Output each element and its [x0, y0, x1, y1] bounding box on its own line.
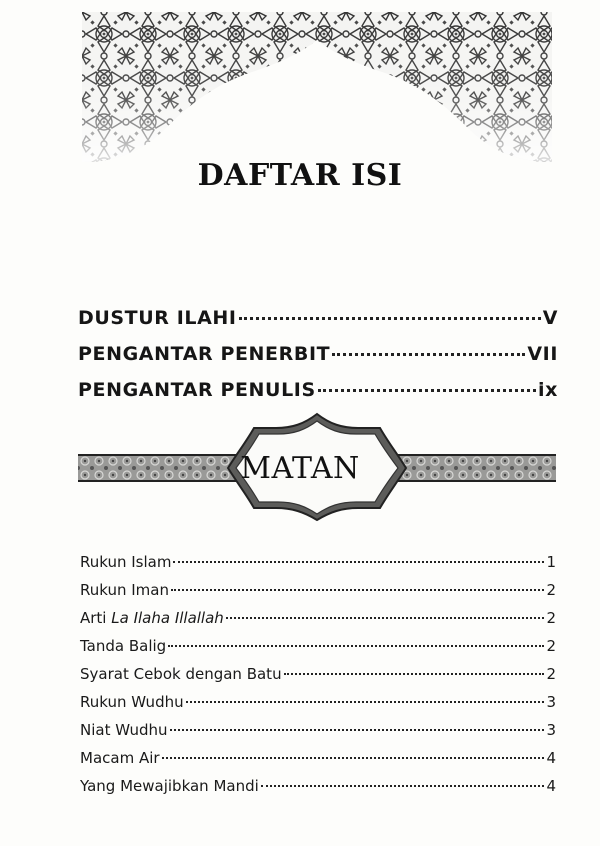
- toc-label: Niat Wudhu: [80, 721, 168, 739]
- toc-label: Macam Air: [80, 749, 160, 767]
- toc-row-pengantar-penulis[interactable]: [78, 372, 558, 408]
- toc-row-syarat-cebok[interactable]: [80, 660, 556, 688]
- toc-label: PENGANTAR PENERBIT: [78, 343, 331, 365]
- dot-leader: [162, 757, 544, 759]
- toc-label: Rukun Iman: [80, 581, 169, 599]
- toc-label: Yang Mewajibkan Mandi: [80, 777, 259, 795]
- toc-page-number: 3: [546, 693, 556, 711]
- dot-leader: [170, 729, 544, 731]
- toc-label: Rukun Islam: [80, 553, 172, 571]
- toc-label: Tanda Balig: [80, 637, 167, 655]
- toc-row-rukun-iman[interactable]: [80, 576, 556, 604]
- dot-leader: [284, 673, 544, 675]
- dot-leader: [318, 389, 536, 392]
- dot-leader: [226, 617, 544, 619]
- toc-page-number: VII: [527, 343, 558, 365]
- dot-leader: [168, 645, 544, 647]
- toc-label: Syarat Cebok dengan Batu: [80, 665, 282, 683]
- toc-page-number: 2: [546, 637, 556, 655]
- matan-entry-list: [80, 548, 556, 800]
- toc-row-niat-wudhu[interactable]: [80, 716, 556, 744]
- dot-leader: [173, 561, 544, 563]
- toc-row-yang-mewajibkan-mandi[interactable]: [80, 772, 556, 800]
- toc-label: Rukun Wudhu: [80, 693, 184, 711]
- toc-row-rukun-islam[interactable]: [80, 548, 556, 576]
- toc-row-macam-air[interactable]: [80, 744, 556, 772]
- toc-page-number: ix: [538, 379, 558, 401]
- page-title: DAFTAR ISI: [197, 158, 403, 193]
- dot-leader: [239, 317, 541, 320]
- dot-leader: [186, 701, 544, 703]
- toc-page-number: 2: [546, 665, 556, 683]
- toc-label-prefix: Arti: [80, 609, 112, 627]
- toc-page-number: 2: [546, 581, 556, 599]
- section-title: MATAN: [240, 451, 360, 486]
- toc-page-number: 2: [546, 609, 556, 627]
- toc-label-italic: La Ilaha Illallah: [111, 609, 224, 627]
- toc-page-number: 1: [546, 553, 556, 571]
- toc-row-tanda-balig[interactable]: [80, 632, 556, 660]
- toc-page-number: 3: [546, 721, 556, 739]
- toc-row-arti-la-ilaha-illallah[interactable]: [80, 604, 556, 632]
- toc-label: [80, 604, 224, 632]
- toc-page-number: V: [542, 307, 558, 329]
- toc-page-number: 4: [546, 749, 556, 767]
- front-matter-list: [78, 300, 558, 408]
- toc-row-dustur-ilahi[interactable]: [78, 300, 558, 336]
- toc-label: DUSTUR ILAHI: [78, 307, 237, 329]
- toc-row-rukun-wudhu[interactable]: [80, 688, 556, 716]
- toc-row-pengantar-penerbit[interactable]: [78, 336, 558, 372]
- toc-page-number: 4: [546, 777, 556, 795]
- dot-leader: [261, 785, 544, 787]
- dot-leader: [332, 353, 525, 356]
- toc-label: PENGANTAR PENULIS: [78, 379, 316, 401]
- dot-leader: [171, 589, 544, 591]
- arabesque-header-ornament: [82, 12, 552, 162]
